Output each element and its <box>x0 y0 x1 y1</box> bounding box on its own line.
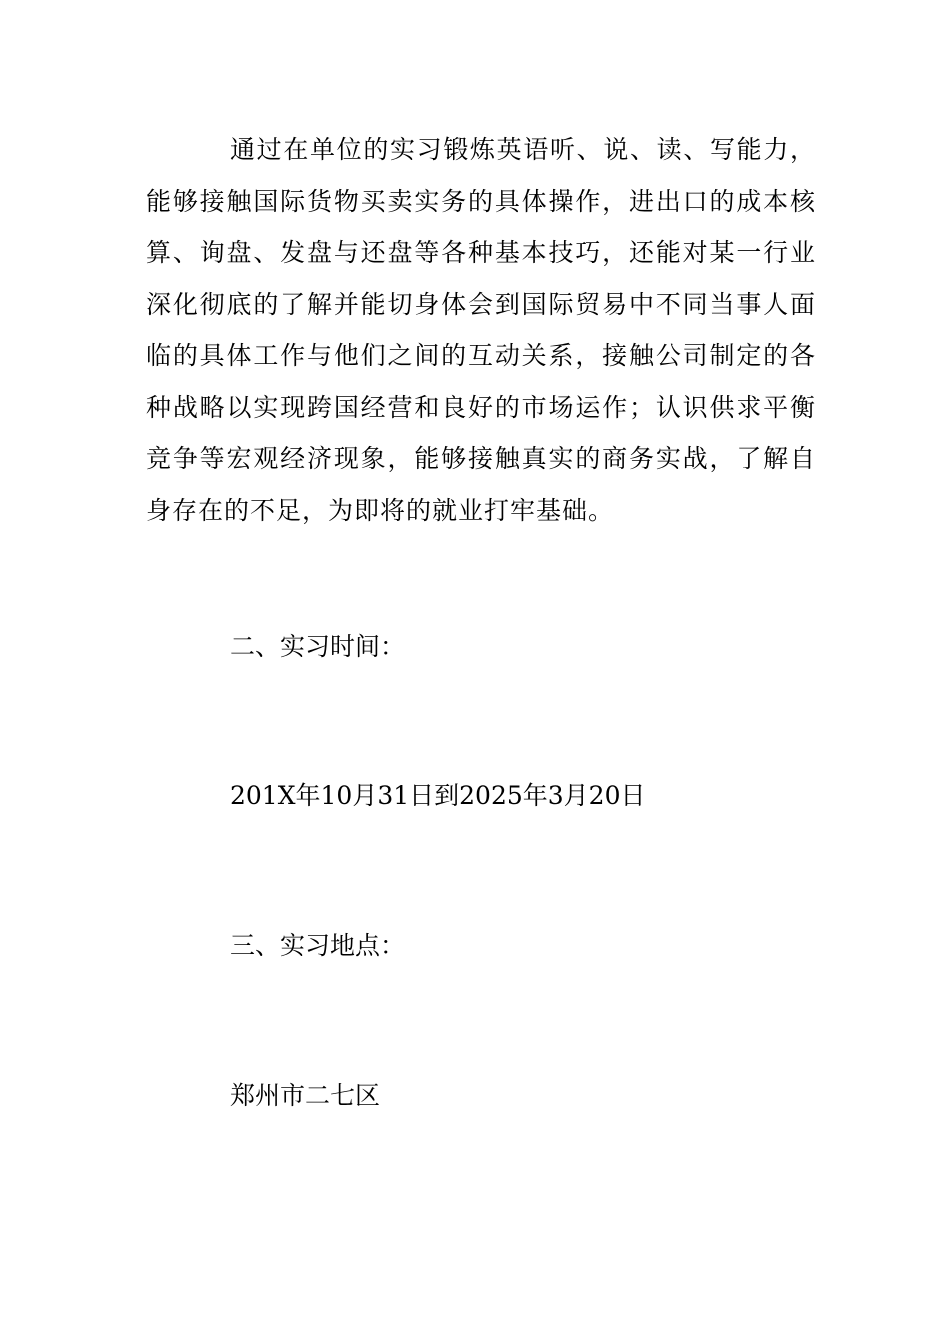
intro-paragraph: 通过在单位的实习锻炼英语听、说、读、写能力，能够接触国际货物买卖实务的具体操作，进出口的成本核算、询盘、发盘与还盘等各种基本技巧，还能对某一行业深化彻底的了解并能切身体会到国际贸易中不同当事人面临的具体工作与他们之间的互动关系，接触公司制定的各种战略以实现跨国经营和良好的市场运作；认识供求平衡竞争等宏观经济现象，能够接触真实的商务实战，了解自身存在的不足，为即将的就业打牢基础。 <box>146 135 816 525</box>
section-time-heading: 二、实习时间： <box>230 632 406 661</box>
section-place-heading: 三、实习地点： <box>230 931 406 960</box>
section-time-value: 201X年10月31日到2025年3月20日 <box>230 781 646 810</box>
section-place-value: 郑州市二七区 <box>230 1081 381 1110</box>
